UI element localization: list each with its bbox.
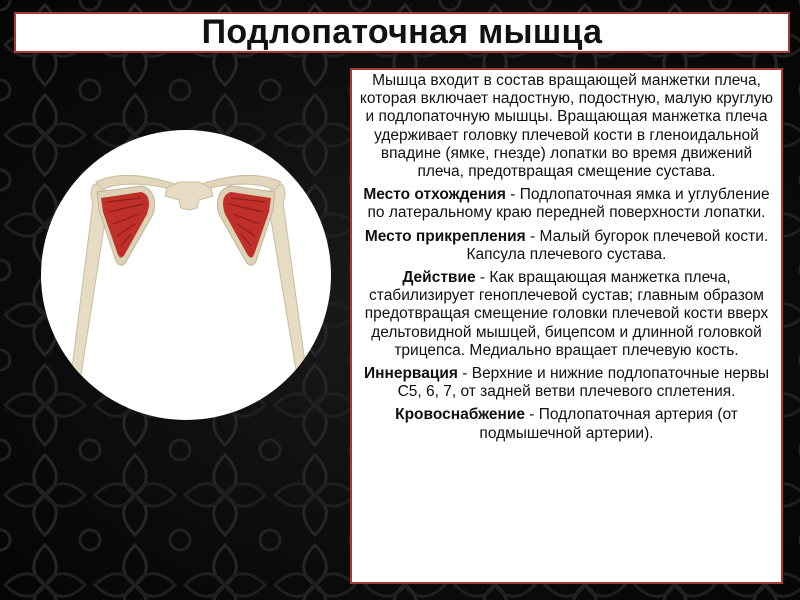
action-text: - Как вращающая манжетка плеча, стабилизирует геноплечевой сустав; главным образом предотвращая смещение головки плечевой кости вверх дельтовидной мышцей, бицепсом и длинной головкой трицепса. Медиально вращает плечевую кость. xyxy=(364,269,769,359)
anatomy-illustration-icon xyxy=(41,130,331,420)
blood-supply-text: - Подлопаточная артерия (от подмышечной артерии). xyxy=(479,406,738,442)
illustration-circle xyxy=(41,130,331,420)
insertion-label: Место прикрепления xyxy=(364,227,526,245)
title-bar xyxy=(14,12,790,53)
description-panel xyxy=(350,68,783,584)
origin-text: - Подлопаточная ямка и углубление по латеральному краю передней поверхности лопатки. xyxy=(367,186,770,222)
innervation-label: Иннервация xyxy=(363,365,458,383)
blood-supply-label: Кровоснабжение xyxy=(395,406,525,424)
insertion-paragraph xyxy=(358,228,775,264)
origin-paragraph xyxy=(358,186,775,222)
intro-paragraph: Мышца входит в состав вращающей манжетки плеча, которая включает надостную, подостную, малую круглую и подлопаточную мышцы. Вращающая манжетка плеча удерживает головку плечевой кости в гленоидальной впадине (ямке, гнезде) лопатки во время движений плеча, предотвращая смещение сустава. xyxy=(359,72,774,181)
innervation-paragraph xyxy=(358,365,775,401)
action-label: Действие xyxy=(402,269,476,287)
innervation-text: - Верхние и нижние подлопаточные нервы C5, 6, 7, от задней ветви плечевого сплетения. xyxy=(397,365,770,401)
blood-supply-paragraph xyxy=(358,406,775,442)
insertion-text: - Малый бугорок плечевой кости. Капсула плечевого сустава. xyxy=(466,227,769,263)
slide-title: Подлопаточная мышца xyxy=(201,13,603,51)
origin-label: Место отхождения xyxy=(363,186,506,204)
action-paragraph xyxy=(358,269,775,360)
